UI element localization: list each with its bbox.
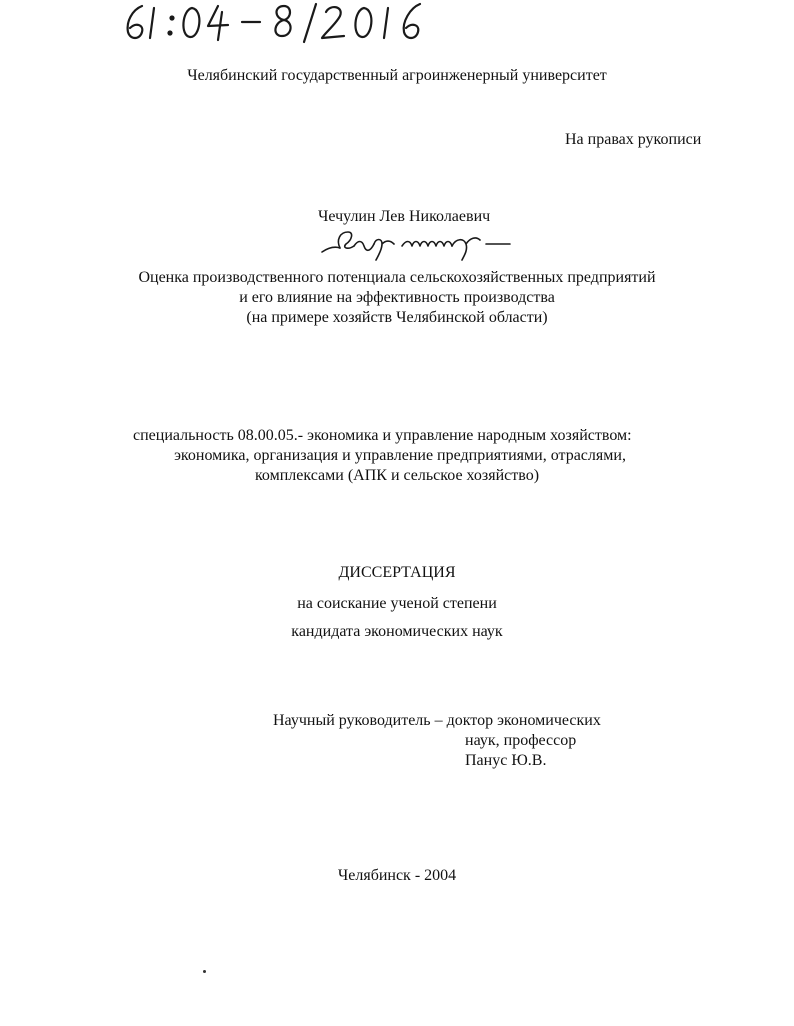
document-type: ДИССЕРТАЦИЯ [338, 564, 456, 581]
title-line-1: Оценка производственного потенциала сельскохозяйственных предприятий [138, 269, 656, 286]
author-signature [318, 226, 514, 262]
degree-line-2: кандидата экономических наук [291, 623, 503, 640]
author-name: Чечулин Лев Николаевич [318, 208, 491, 225]
title-line-2: и его влияние на эффективность производства [239, 289, 555, 306]
specialty-line-3: комплексами (АПК и сельское хозяйство) [254, 467, 540, 484]
title-line-3: (на примере хозяйств Челябинской области) [246, 309, 548, 326]
supervisor-line-3: Панус Ю.В. [465, 752, 547, 769]
supervisor-line-2: наук, профессор [465, 732, 577, 749]
supervisor-line-1: Научный руководитель – доктор экономических [273, 712, 601, 729]
place-and-year: Челябинск - 2004 [337, 867, 457, 884]
specialty-line-2: экономика, организация и управление предприятиями, отраслями, [174, 447, 626, 464]
handwritten-archive-code [120, 0, 460, 46]
university-name: Челябинский государственный агроинженерный университет [187, 67, 607, 84]
specialty-line-1: специальность 08.00.05.- экономика и управление народным хозяйством: [133, 427, 632, 444]
degree-line-1: на соискание ученой степени [297, 595, 497, 612]
scan-speck [203, 970, 206, 973]
manuscript-rights-note: На правах рукописи [565, 131, 702, 148]
